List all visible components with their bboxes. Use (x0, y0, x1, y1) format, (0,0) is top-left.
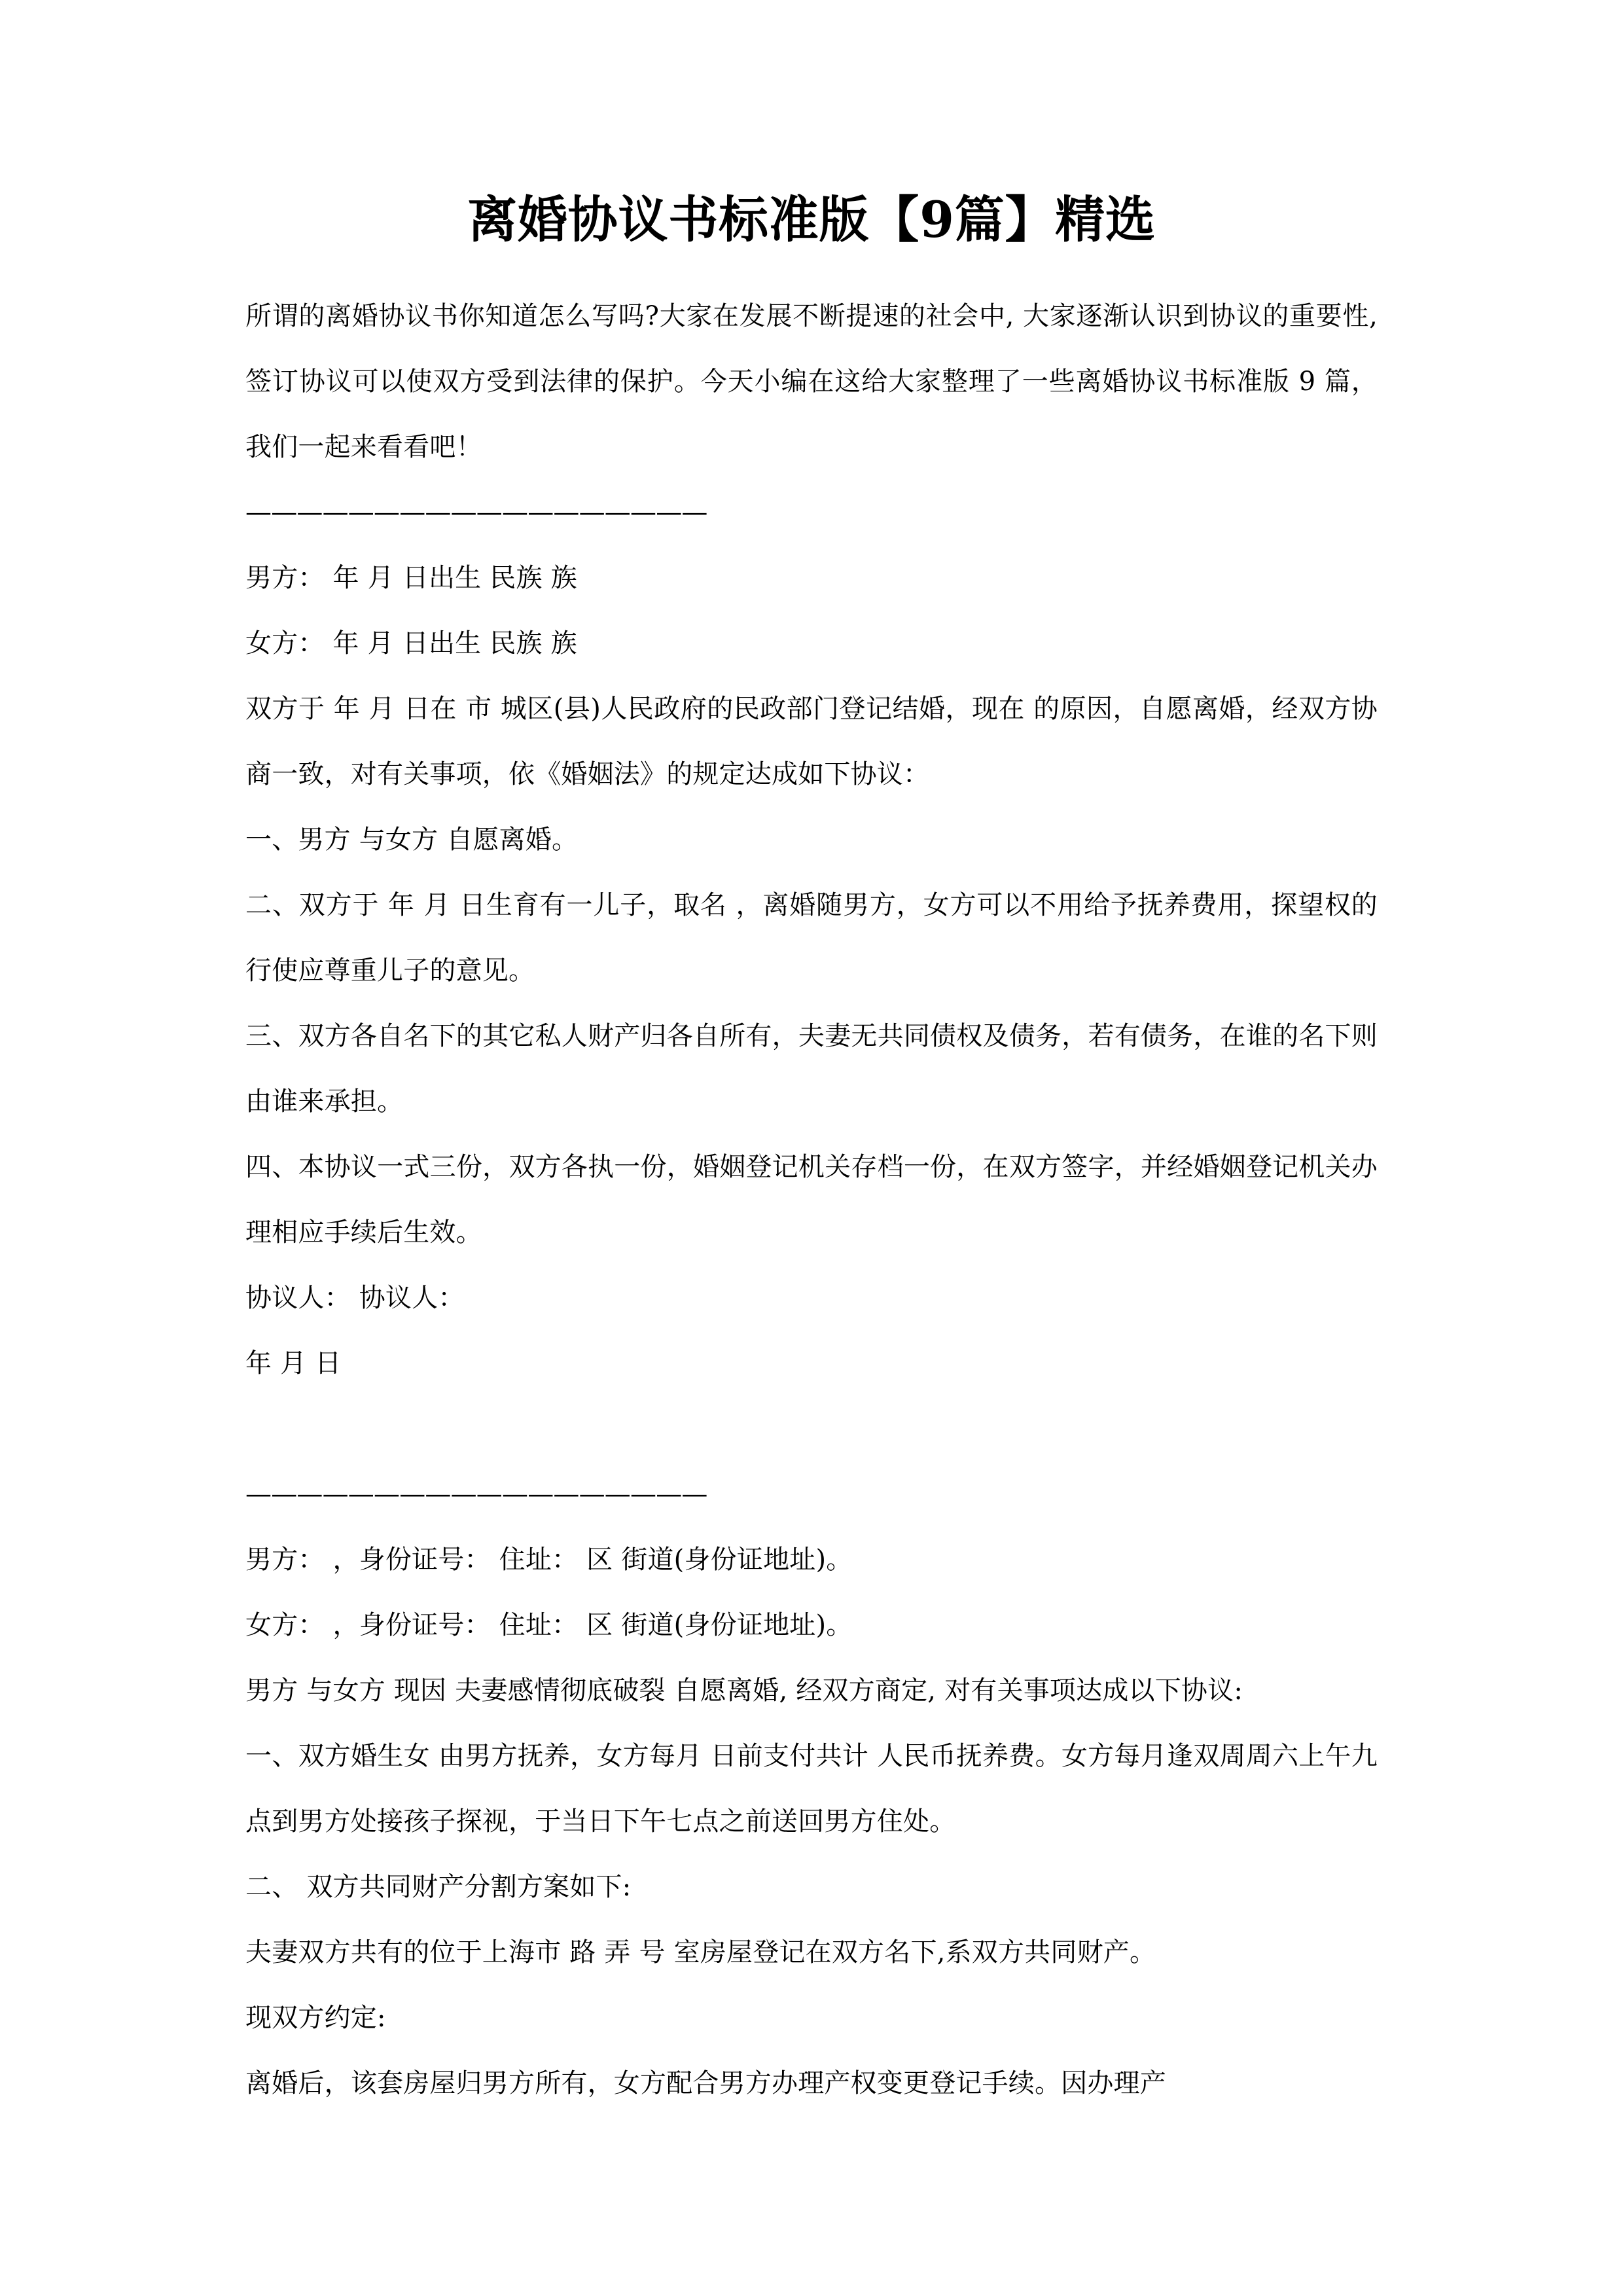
agreement1-clause-4: 四、本协议一式三份，双方各执一份，婚姻登记机关存档一份，在双方签字，并经婚姻登记机关办理相应手续后生效。 (245, 1152, 1378, 1248)
agreement2-line-female-party: 女方： ，身份证号： 住址： 区 街道(身份证地址)。 (245, 1610, 853, 1641)
agreement1-clause-2: 二、双方于 年 月 日生育有一儿子，取名 ，离婚随男方，女方可以不用给予抚养费用，探望权的行使应尊重儿子的意见。 (245, 890, 1378, 986)
agreement1-clause-1: 一、男方 与女方 自愿离婚。 (245, 825, 579, 855)
agreement2-clause-2-heading: 二、 双方共同财产分割方案如下: (245, 1872, 632, 1903)
intro-paragraph: 所谓的离婚协议书你知道怎么写吗?大家在发展不断提速的社会中, 大家逐渐认识到协议的重要性, 签订协议可以使双方受到法律的保护。今天小编在这给大家整理了一些离婚协议书标准版 9 篇，我们一起来看看吧！ (245, 301, 1378, 463)
agreement2-clause-1: 一、双方婚生女 由男方抚养，女方每月 日前支付共计 人民币抚养费。女方每月逢双周周六上午九点到男方处接孩子探视，于当日下午七点之前送回男方住处。 (245, 1741, 1378, 1837)
agreement2-property-desc: 夫妻双方共有的位于上海市 路 弄 号 室房屋登记在双方名下,系双方共同财产。 (245, 1937, 1156, 1968)
agreement2-preamble: 男方 与女方 现因 夫妻感情彻底破裂 自愿离婚, 经双方商定, 对有关事项达成以下协议: (245, 1676, 1243, 1706)
agreement1-line-marriage-registration: 双方于 年 月 日在 市 城区(县)人民政府的民政部门登记结婚，现在 的原因，自愿离婚，经双方协商一致，对有关事项，依《婚姻法》的规定达成如下协议： (245, 694, 1378, 790)
agreement1-signatories: 协议人： 协议人： (245, 1283, 465, 1314)
agreement2-line-male-party: 男方： ，身份证号： 住址： 区 街道(身份证地址)。 (245, 1545, 853, 1575)
section-divider-top: —————————————————— (245, 497, 707, 528)
agreement2-agreement-heading: 现双方约定: (245, 2003, 386, 2034)
agreement1-line-female-party: 女方： 年 月 日出生 民族 族 (245, 628, 577, 659)
agreement1-date-line: 年 月 日 (245, 1348, 342, 1379)
section-spacer (245, 1396, 1378, 1462)
agreement1-clause-3: 三、双方各自名下的其它私人财产归各自所有，夫妻无共同债权及债务，若有债务，在谁的名下则由谁来承担。 (245, 1021, 1378, 1117)
section-divider-middle: —————————————————— (245, 1479, 707, 1510)
document-body (245, 0, 1378, 2116)
agreement2-property-transfer: 离婚后，该套房屋归男方所有，女方配合男方办理产权变更登记手续。因办理产 (245, 2068, 1166, 2099)
page-title: 离婚协议书标准版【9篇】精选 (467, 190, 1156, 249)
agreement1-line-male-party: 男方： 年 月 日出生 民族 族 (245, 563, 577, 594)
